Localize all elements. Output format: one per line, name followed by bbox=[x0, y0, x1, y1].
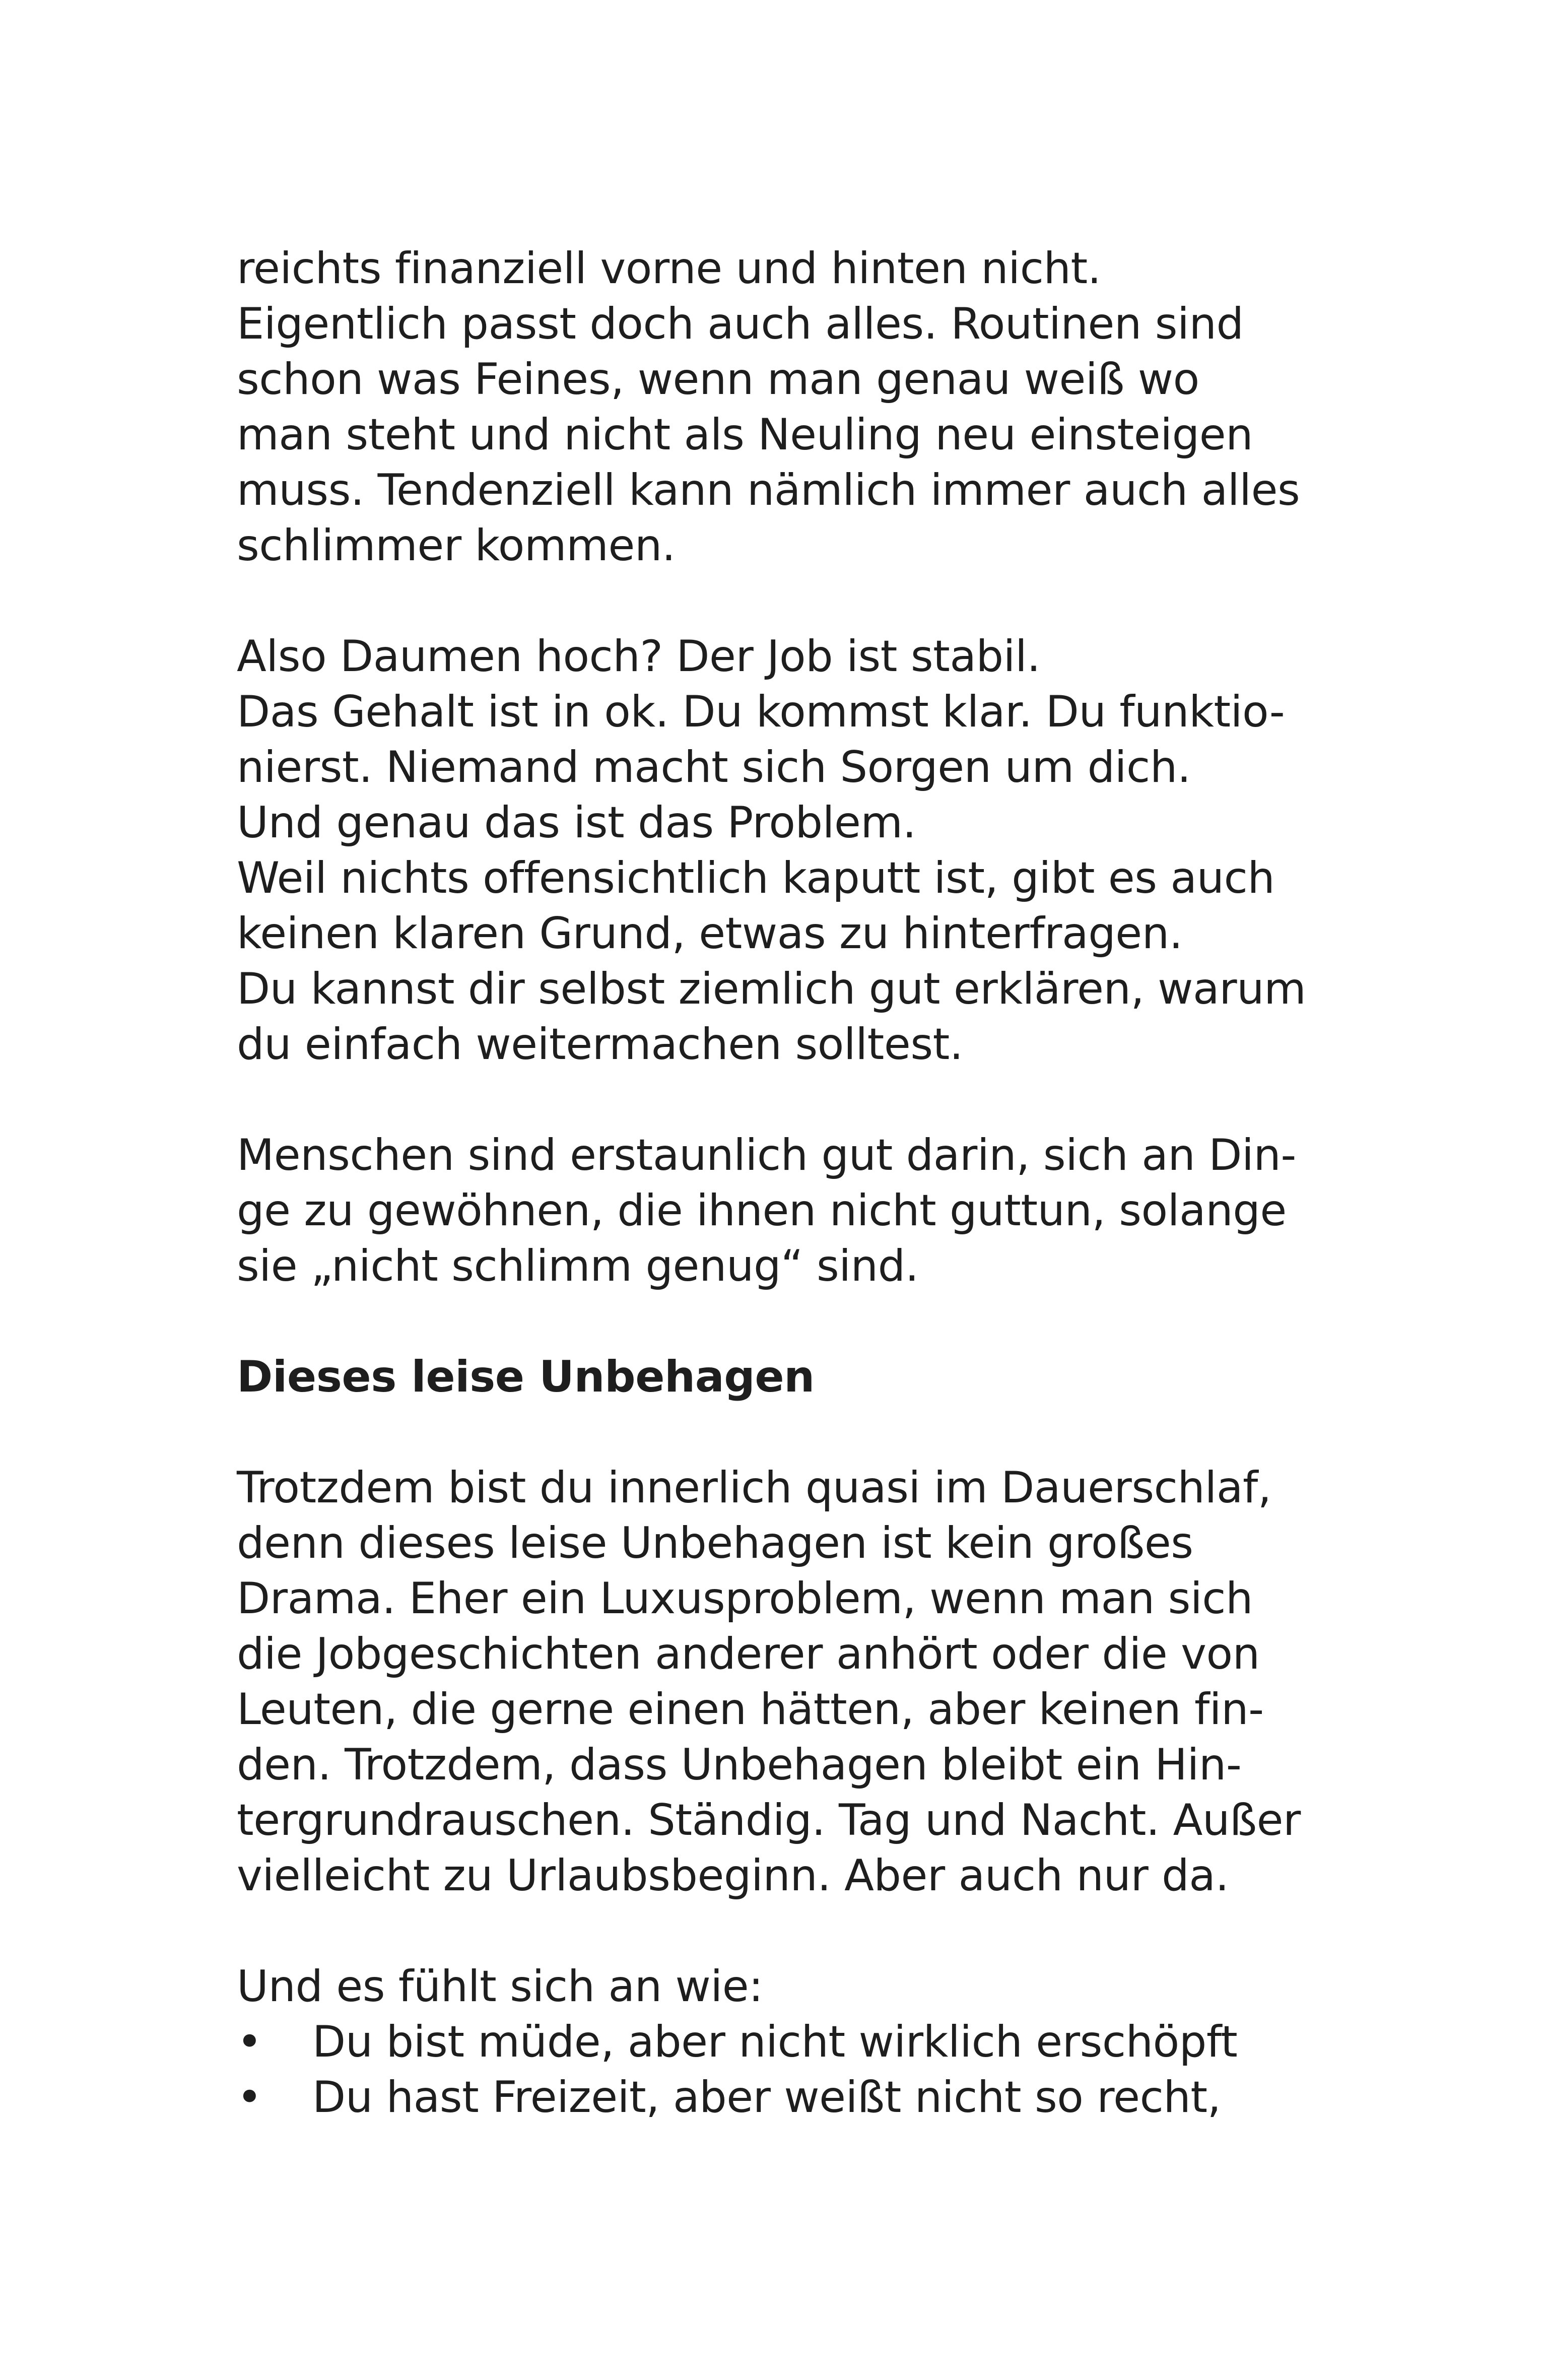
text-line: denn dieses leise Unbehagen ist kein großes bbox=[237, 1518, 1193, 1568]
text-line: man steht und nicht als Neuling neu einsteigen bbox=[237, 410, 1253, 460]
text-line: reichts finanziell vorne und hinten nicht. bbox=[237, 243, 1101, 294]
text-line: du einfach weitermachen solltest. bbox=[237, 1019, 963, 1070]
text-line: keinen klaren Grund, etwas zu hinterfragen. bbox=[237, 908, 1183, 959]
text-line: tergrundrauschen. Ständig. Tag und Nacht. Außer bbox=[237, 1795, 1301, 1845]
text-line: schlimmer kommen. bbox=[237, 520, 676, 571]
list-item bbox=[237, 2070, 1315, 2125]
text-line: Das Gehalt ist in ok. Du kommst klar. Du funktio- bbox=[237, 687, 1285, 737]
paragraph-3 bbox=[237, 1128, 1315, 1294]
document-page bbox=[237, 241, 1315, 2125]
text-line: vielleicht zu Urlaubsbeginn. Aber auch nur da. bbox=[237, 1850, 1229, 1901]
text-line: sie „nicht schlimm genug“ sind. bbox=[237, 1241, 919, 1291]
list-item bbox=[237, 2014, 1315, 2070]
bullet-list bbox=[237, 2014, 1315, 2125]
text-line: Du kannst dir selbst ziemlich gut erklären, warum bbox=[237, 964, 1306, 1014]
text-line: Eigentlich passt doch auch alles. Routinen sind bbox=[237, 299, 1244, 349]
text-line: Menschen sind erstaunlich gut darin, sich an Din- bbox=[237, 1130, 1296, 1180]
paragraph-4 bbox=[237, 1460, 1315, 1903]
text-line: Drama. Eher ein Luxusproblem, wenn man sich bbox=[237, 1573, 1253, 1624]
text-line: Weil nichts offensichtlich kaputt ist, gibt es auch bbox=[237, 853, 1275, 903]
bullet-icon: • bbox=[237, 2017, 262, 2067]
text-line: Also Daumen hoch? Der Job ist stabil. bbox=[237, 631, 1041, 682]
text-line: den. Trotzdem, dass Unbehagen bleibt ein Hin- bbox=[237, 1740, 1242, 1790]
text-line: Trotzdem bist du innerlich quasi im Dauerschlaf, bbox=[237, 1463, 1271, 1513]
list-intro: Und es fühlt sich an wie: bbox=[237, 1961, 763, 2012]
list-item-text: Du bist müde, aber nicht wirklich erschöpft bbox=[312, 2017, 1238, 2067]
section-heading: Dieses leise Unbehagen bbox=[237, 1352, 815, 1402]
text-line: Leuten, die gerne einen hätten, aber keinen fin- bbox=[237, 1684, 1264, 1735]
paragraph-1 bbox=[237, 241, 1315, 573]
bullet-icon: • bbox=[237, 2072, 262, 2123]
list-item-text: Du hast Freizeit, aber weißt nicht so recht, bbox=[312, 2072, 1221, 2123]
text-line: muss. Tendenziell kann nämlich immer auch alles bbox=[237, 465, 1300, 515]
text-line: die Jobgeschichten anderer anhört oder die von bbox=[237, 1629, 1260, 1679]
text-line: Und genau das ist das Problem. bbox=[237, 798, 916, 848]
paragraph-2 bbox=[237, 629, 1315, 1072]
text-line: ge zu gewöhnen, die ihnen nicht guttun, solange bbox=[237, 1185, 1287, 1236]
list-section bbox=[237, 1959, 1315, 2125]
text-line: nierst. Niemand macht sich Sorgen um dich. bbox=[237, 742, 1191, 792]
text-line: schon was Feines, wenn man genau weiß wo bbox=[237, 354, 1199, 405]
